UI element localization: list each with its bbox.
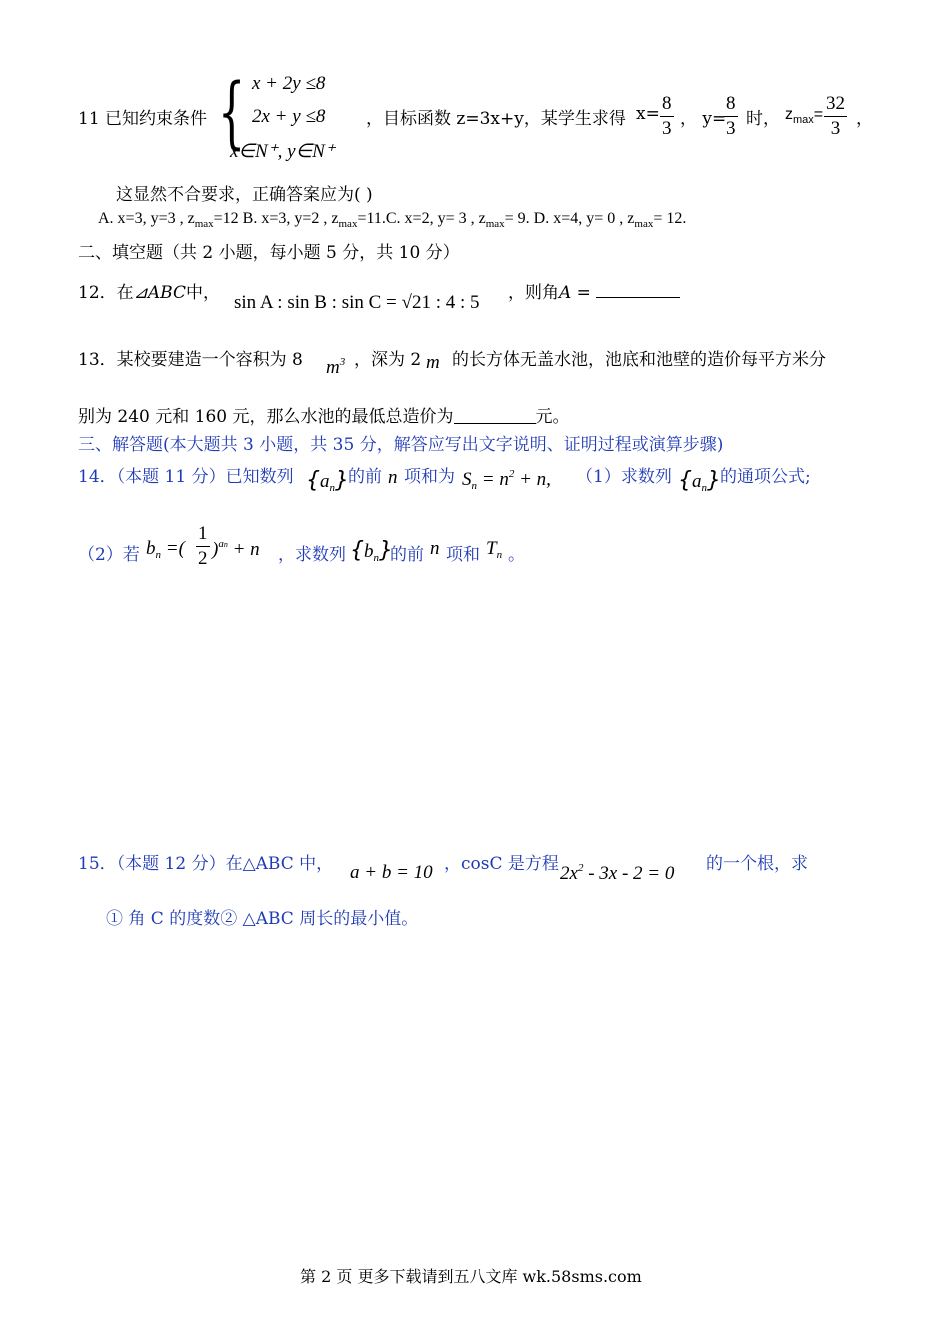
q14-half-fraction: $\frac{1}{2}$ [198, 523, 208, 569]
q15-prefix: 15．（本题 12 分）在△ABC 中， [78, 854, 334, 874]
q13-rest: 的长方体无盖水池，池底和池壁的造价每平方米分 [452, 350, 826, 370]
q11-y-fraction [724, 92, 738, 141]
q15-eq1: a + b = 10 [350, 862, 433, 883]
q12-answer-blank[interactable] [596, 278, 680, 298]
q11-constraint-2: 2x + y ≤8 [252, 106, 326, 127]
q12-triangle: ⊿ABC [133, 283, 186, 303]
q13-prefix: 13．某校要建造一个容积为 8 [78, 350, 303, 370]
q13-unit-1: $m^3$ [326, 356, 346, 378]
q14-sum-text: 项和为 [404, 467, 455, 487]
q13-unit-2: m [426, 352, 440, 373]
q14-part2-sum: 项和 [446, 545, 480, 565]
q13-line2: 别为 240 元和 160 元，那么水池的最低总造价为 元。 [78, 407, 570, 427]
q11-z-numerator: 32 [824, 92, 847, 117]
q13-answer-blank[interactable] [454, 406, 536, 424]
q11-z-label: $z_{max}=$ [785, 106, 824, 126]
q15-line2: ① 角 C 的度数② △ABC 周长的最小值。 [106, 909, 419, 929]
q14-front: 的前 [348, 467, 382, 487]
constraint-brace: { [218, 68, 246, 158]
q14-part1-end: 的通项公式; [720, 467, 811, 487]
q14-n: n [388, 467, 398, 488]
q11-constraint-3: x∈N⁺, y∈N⁺ [230, 141, 335, 162]
q11-y-denominator: 3 [726, 118, 736, 139]
q11-x-fraction [660, 92, 674, 141]
q14-prefix: 14．（本题 11 分）已知数列 [78, 467, 294, 487]
q14-part1: （1）求数列 [576, 467, 672, 487]
q12-prefix: 12．在⊿ABC中， [78, 283, 220, 303]
q11-y-numerator: 8 [724, 92, 738, 117]
q11-line2: 这显然不合要求，正确答案应为( ) [116, 185, 373, 205]
q11-time-text: 时， [746, 109, 780, 129]
section3-heading: 三、解答题(本大题共 3 小题，共 35 分，解答应写出文字说明、证明过程或演算步骤) [78, 435, 724, 455]
q11-x-denominator: 3 [662, 118, 672, 139]
q12-angle: A = [559, 283, 591, 303]
section2-heading: 二、填空题（共 2 小题，每小题 5 分，共 10 分） [78, 243, 460, 263]
q11-objective-text: ，目标函数 z=3x+y，某学生求得 [366, 109, 626, 129]
q11-x-label: x= [636, 104, 660, 124]
q11-constraint-1: x + 2y ≤8 [252, 73, 326, 94]
q11-options: A. x=3, y=3 , $z_{max}=12$ B. x=3, y=2 , $z_{max}=11.C$. x=2, y= 3 , $z_{max}= 9$. D. x=4, y= 0 , $z_{max}= 12$. [98, 210, 687, 230]
q14-bn-formula: $b_n$ =( [146, 538, 185, 561]
q11-y-label: ， y= [680, 109, 727, 129]
q14-seq-b: $\{b_n\}$ [350, 538, 393, 564]
q14-n-2: n [430, 538, 440, 559]
q14-seq-a: $\{a_n\}$ [306, 468, 349, 494]
q11-x-numerator: 8 [660, 92, 674, 117]
q11-z-fraction [824, 92, 847, 141]
q11-end-comma: ， [856, 109, 873, 129]
q13-depth-text: ，深为 2 [354, 350, 422, 370]
q12-suffix: ，则角A = [508, 283, 591, 303]
q14-seq-a-2: $\{a_n\}$ [678, 468, 721, 494]
q14-part2-front: 的前 [390, 545, 424, 565]
q15-eq2: $2x^2 - 3x - 2 = 0$ [560, 862, 675, 884]
q11-prefix: 11 已知约束条件 [78, 109, 208, 129]
q11-z-denominator: 3 [830, 118, 841, 139]
q14-part2-end: 。 [508, 545, 525, 565]
q14-part2-prefix: （2）若 [78, 545, 140, 565]
q14-part2-mid: ，求数列 [278, 545, 346, 565]
page-footer: 第 2 页 更多下载请到五八文库 wk.58sms.com [300, 1267, 642, 1286]
q12-formula: sin A : sin B : sin C = √21 : 4 : 5 [234, 292, 480, 313]
q14-bn-tail: )$^{an}$ + n [212, 538, 260, 560]
q14-tn: $T_n$ [486, 538, 503, 561]
q15-mid: ，cosC 是方程 [444, 854, 559, 874]
q14-sn-formula: $S_n = n^2 + n$, [462, 468, 551, 492]
q15-end: 的一个根，求 [706, 854, 808, 874]
